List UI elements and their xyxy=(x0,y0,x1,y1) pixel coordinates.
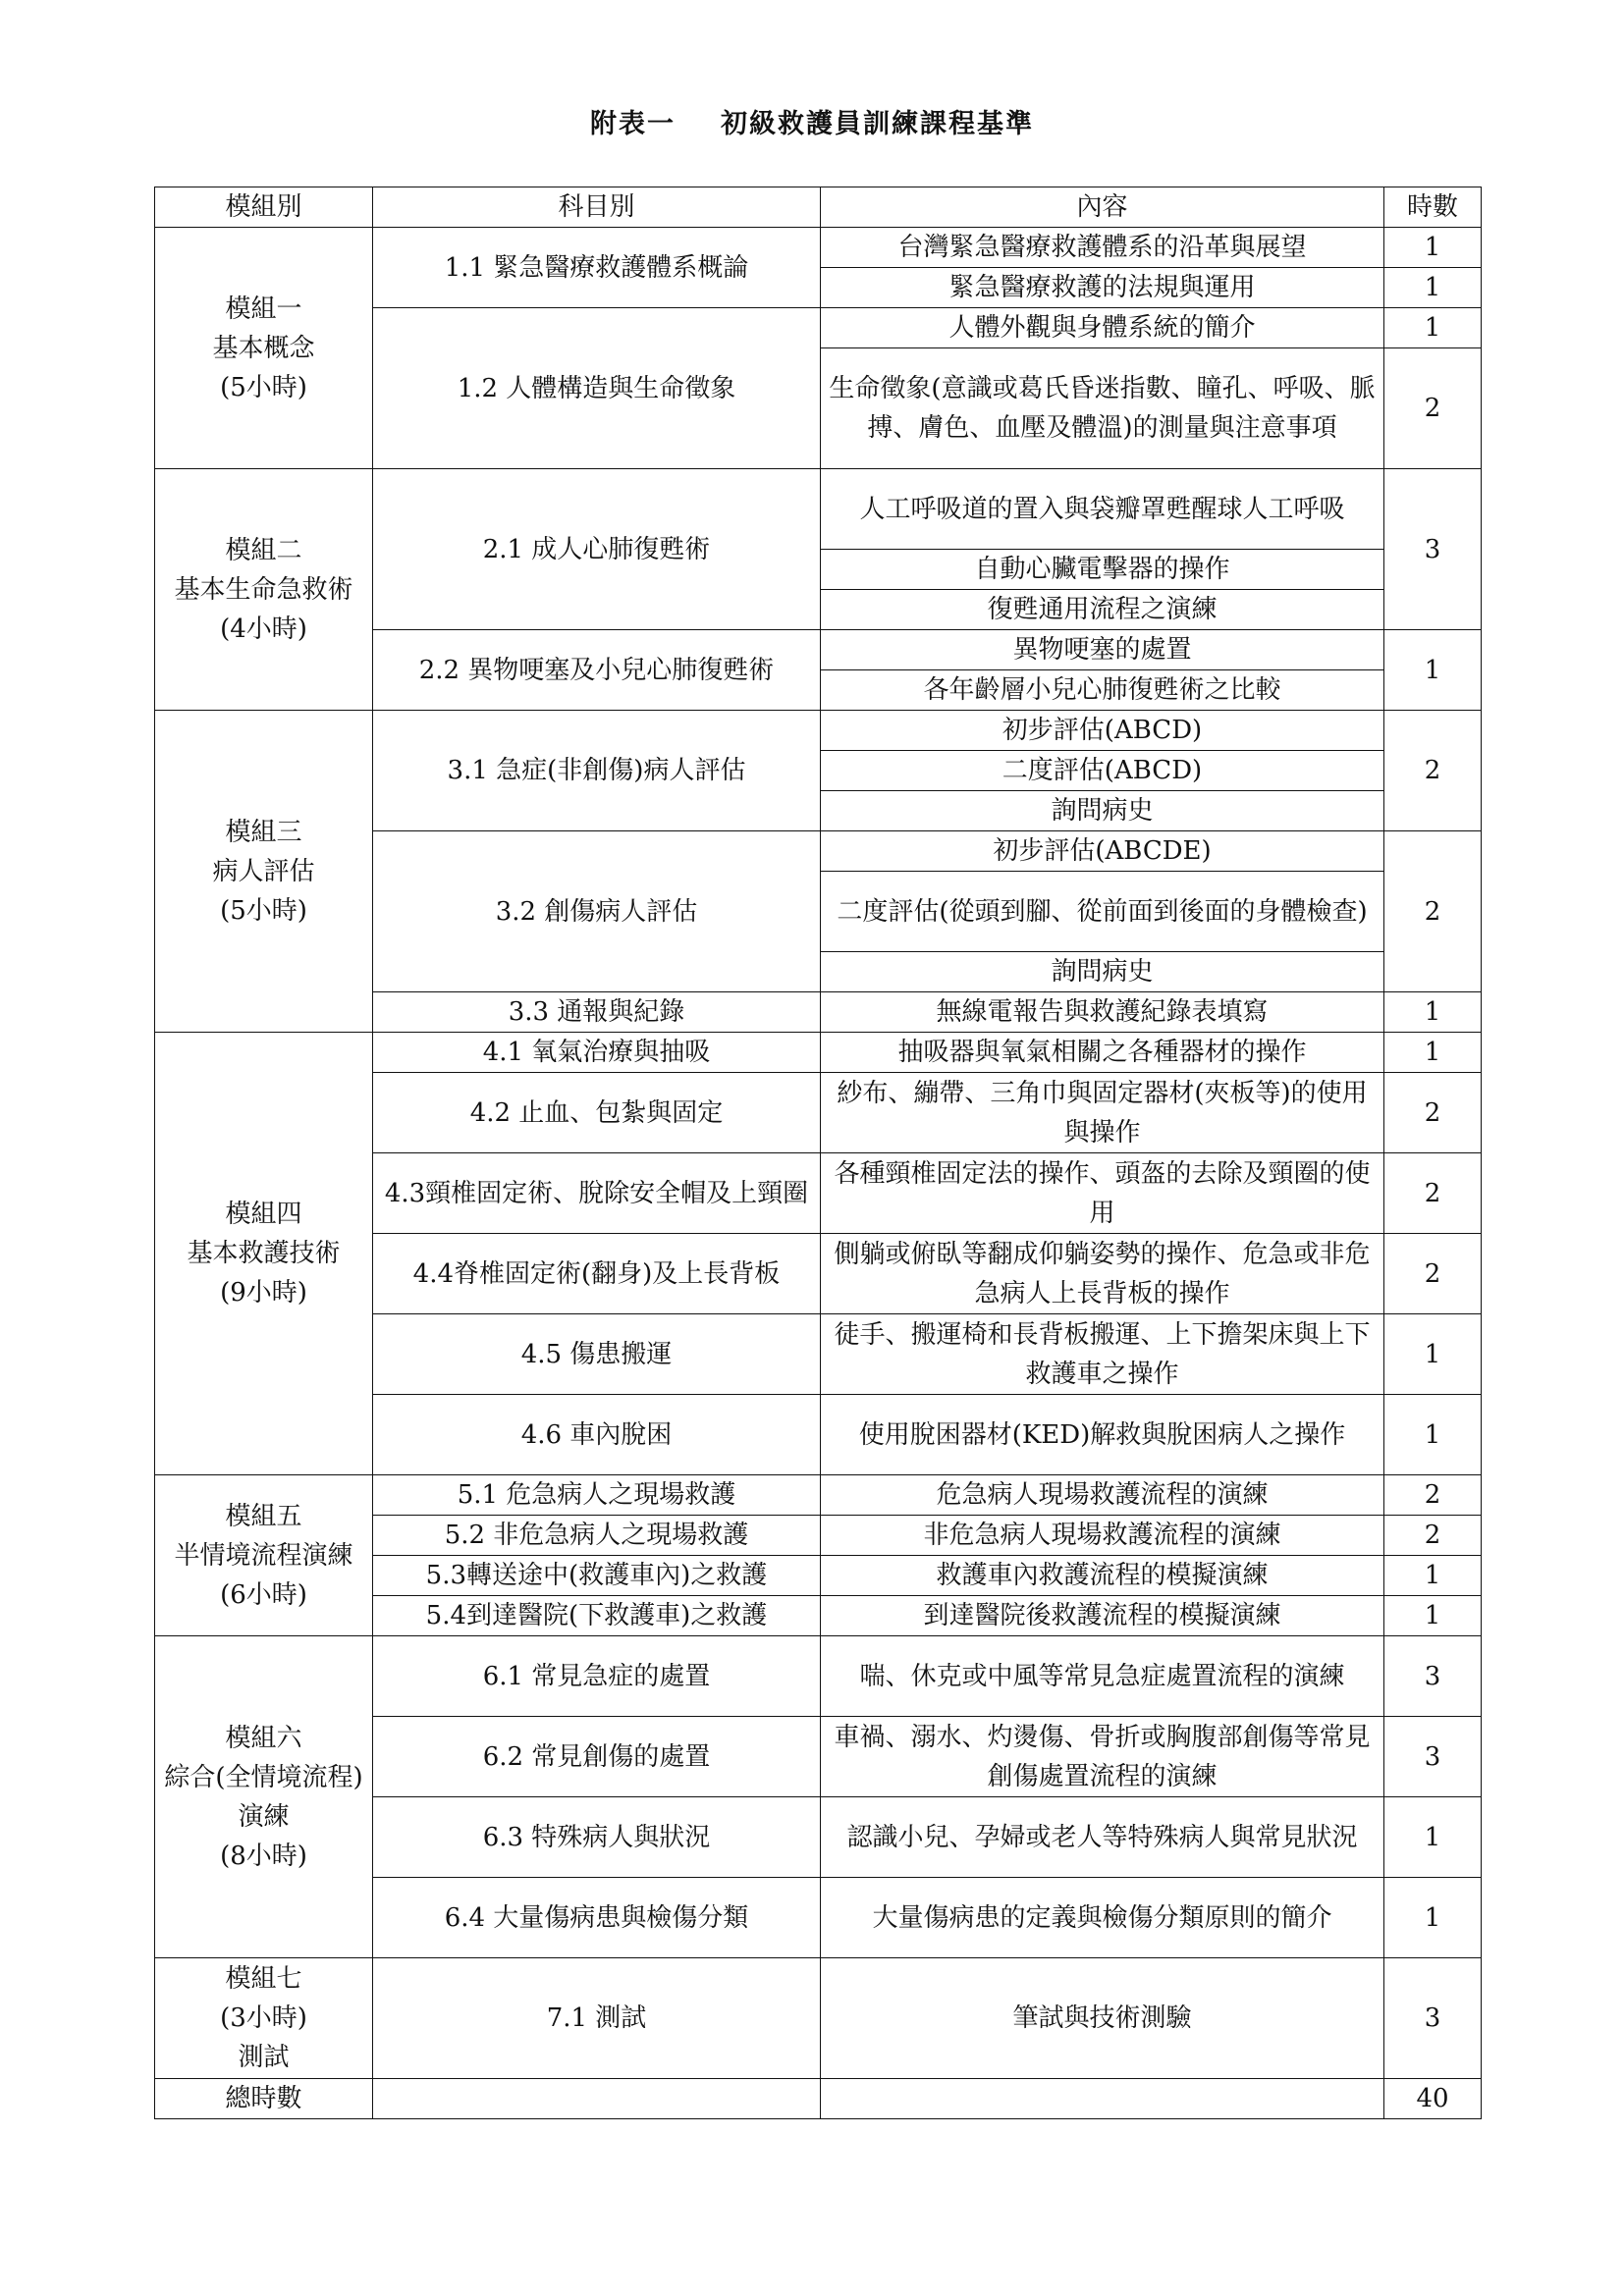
module-name: 模組二 xyxy=(225,535,302,565)
hours-cell: 2 xyxy=(1384,831,1482,992)
document-title xyxy=(0,102,1624,140)
content-cell: 車禍、溺水、灼燙傷、骨折或胸腹部創傷等常見創傷處置流程的演練 xyxy=(821,1717,1384,1797)
content-cell: 喘、休克或中風等常見急症處置流程的演練 xyxy=(821,1636,1384,1717)
hours-cell: 1 xyxy=(1384,992,1482,1033)
subject-cell: 6.4 大量傷病患與檢傷分類 xyxy=(373,1878,821,1958)
subject-cell: 4.4脊椎固定術(翻身)及上長背板 xyxy=(373,1234,821,1314)
module-cell xyxy=(155,1636,373,1958)
hours-cell: 1 xyxy=(1384,308,1482,348)
module-name: 模組五 xyxy=(225,1501,302,1531)
content-cell: 紗布、繃帶、三角巾與固定器材(夾板等)的使用與操作 xyxy=(821,1073,1384,1153)
hours-cell: 3 xyxy=(1384,1717,1482,1797)
subject-cell: 6.3 特殊病人與狀況 xyxy=(373,1797,821,1878)
hours-cell: 2 xyxy=(1384,1516,1482,1556)
content-cell: 無線電報告與救護紀錄表填寫 xyxy=(821,992,1384,1033)
hours-cell: 2 xyxy=(1384,1073,1482,1153)
module-cell xyxy=(155,469,373,711)
content-cell: 徒手、搬運椅和長背板搬運、上下擔架床與上下救護車之操作 xyxy=(821,1314,1384,1395)
content-cell: 生命徵象(意識或葛氏昏迷指數、瞳孔、呼吸、脈搏、膚色、血壓及體溫)的測量與注意事項 xyxy=(821,348,1384,469)
module-name: 模組七 xyxy=(225,1964,302,1994)
hours-cell: 2 xyxy=(1384,348,1482,469)
content-cell: 復甦通用流程之演練 xyxy=(821,590,1384,630)
content-cell: 各年齡層小兒心肺復甦術之比較 xyxy=(821,670,1384,711)
hours-cell: 1 xyxy=(1384,1797,1482,1878)
module-desc: 基本概念 xyxy=(212,333,315,363)
title-sub: 初級救護員訓練課程基準 xyxy=(721,109,1034,139)
header-content: 內容 xyxy=(821,187,1384,228)
hours-cell: 2 xyxy=(1384,1475,1482,1516)
header-hours: 時數 xyxy=(1384,187,1482,228)
table-row xyxy=(155,1636,1482,1717)
hours-cell: 2 xyxy=(1384,1153,1482,1234)
content-cell: 非危急病人現場救護流程的演練 xyxy=(821,1516,1384,1556)
module-hours: (4小時) xyxy=(220,614,307,644)
subject-cell: 6.1 常見急症的處置 xyxy=(373,1636,821,1717)
module-name: 模組六 xyxy=(225,1723,302,1753)
subject-cell: 5.3轉送途中(救護車內)之救護 xyxy=(373,1556,821,1596)
module-name: 模組三 xyxy=(225,817,302,847)
header-module: 模組別 xyxy=(155,187,373,228)
hours-cell: 1 xyxy=(1384,228,1482,268)
table-row xyxy=(155,1958,1482,2079)
subject-cell: 3.1 急症(非創傷)病人評估 xyxy=(373,711,821,831)
content-cell: 危急病人現場救護流程的演練 xyxy=(821,1475,1384,1516)
content-cell: 二度評估(從頭到腳、從前面到後面的身體檢查) xyxy=(821,872,1384,952)
module-desc: 基本生命急救術 xyxy=(174,574,353,605)
module-hours: (9小時) xyxy=(220,1278,307,1308)
table-row xyxy=(155,469,1482,550)
empty-cell xyxy=(373,2079,821,2119)
subject-cell: 7.1 測試 xyxy=(373,1958,821,2079)
hours-cell: 1 xyxy=(1384,1556,1482,1596)
hours-cell: 1 xyxy=(1384,1314,1482,1395)
content-cell: 大量傷病患的定義與檢傷分類原則的簡介 xyxy=(821,1878,1384,1958)
module-desc: 基本救護技術 xyxy=(187,1239,341,1268)
content-cell: 異物哽塞的處置 xyxy=(821,630,1384,670)
hours-cell: 1 xyxy=(1384,1395,1482,1475)
module-hours: (5小時) xyxy=(220,372,307,402)
subject-cell: 2.1 成人心肺復甦術 xyxy=(373,469,821,630)
table-row xyxy=(155,1475,1482,1516)
hours-cell: 3 xyxy=(1384,469,1482,630)
content-cell: 到達醫院後救護流程的模擬演練 xyxy=(821,1596,1384,1636)
module-cell xyxy=(155,1958,373,2079)
content-cell: 人工呼吸道的置入與袋瓣罩甦醒球人工呼吸 xyxy=(821,469,1384,550)
subject-cell: 4.2 止血、包紮與固定 xyxy=(373,1073,821,1153)
content-cell: 人體外觀與身體系統的簡介 xyxy=(821,308,1384,348)
content-cell: 側躺或俯臥等翻成仰躺姿勢的操作、危急或非危急病人上長背板的操作 xyxy=(821,1234,1384,1314)
subject-cell: 1.2 人體構造與生命徵象 xyxy=(373,308,821,469)
total-value: 40 xyxy=(1384,2079,1482,2119)
module-desc: 綜合(全情境流程)演練 xyxy=(164,1762,363,1832)
content-cell: 初步評估(ABCDE) xyxy=(821,831,1384,872)
subject-cell: 1.1 緊急醫療救護體系概論 xyxy=(373,228,821,308)
subject-cell: 4.6 車內脫困 xyxy=(373,1395,821,1475)
content-cell: 自動心臟電擊器的操作 xyxy=(821,550,1384,590)
content-cell: 救護車內救護流程的模擬演練 xyxy=(821,1556,1384,1596)
module-cell xyxy=(155,711,373,1033)
title-main: 附表一 xyxy=(590,109,676,139)
module-desc: 測試 xyxy=(238,2043,290,2072)
content-cell: 使用脫困器材(KED)解救與脫困病人之操作 xyxy=(821,1395,1384,1475)
hours-cell: 1 xyxy=(1384,1033,1482,1073)
content-cell: 台灣緊急醫療救護體系的沿革與展望 xyxy=(821,228,1384,268)
module-cell xyxy=(155,228,373,469)
subject-cell: 3.2 創傷病人評估 xyxy=(373,831,821,992)
hours-cell: 1 xyxy=(1384,1878,1482,1958)
content-cell: 抽吸器與氧氣相關之各種器材的操作 xyxy=(821,1033,1384,1073)
hours-cell: 1 xyxy=(1384,630,1482,711)
subject-cell: 6.2 常見創傷的處置 xyxy=(373,1717,821,1797)
hours-cell: 3 xyxy=(1384,1636,1482,1717)
module-name: 模組四 xyxy=(225,1200,302,1229)
hours-cell: 2 xyxy=(1384,711,1482,831)
module-hours: (5小時) xyxy=(220,895,307,926)
module-hours: (8小時) xyxy=(220,1841,307,1871)
content-cell: 詢問病史 xyxy=(821,791,1384,831)
hours-cell: 1 xyxy=(1384,268,1482,308)
total-label: 總時數 xyxy=(155,2079,373,2119)
header-row xyxy=(155,187,1482,228)
subject-cell: 5.1 危急病人之現場救護 xyxy=(373,1475,821,1516)
course-standard-table xyxy=(154,187,1482,2119)
hours-cell: 2 xyxy=(1384,1234,1482,1314)
hours-cell: 3 xyxy=(1384,1958,1482,2079)
content-cell: 筆試與技術測驗 xyxy=(821,1958,1384,2079)
content-cell: 初步評估(ABCD) xyxy=(821,711,1384,751)
module-cell xyxy=(155,1475,373,1636)
table-row xyxy=(155,711,1482,751)
content-cell: 二度評估(ABCD) xyxy=(821,751,1384,791)
module-name: 模組一 xyxy=(225,294,302,324)
content-cell: 詢問病史 xyxy=(821,952,1384,992)
content-cell: 緊急醫療救護的法規與運用 xyxy=(821,268,1384,308)
content-cell: 各種頸椎固定法的操作、頭盔的去除及頸圈的使用 xyxy=(821,1153,1384,1234)
subject-cell: 3.3 通報與紀錄 xyxy=(373,992,821,1033)
table-row xyxy=(155,228,1482,268)
module-desc: 病人評估 xyxy=(212,856,315,886)
table-row xyxy=(155,1033,1482,1073)
total-row xyxy=(155,2079,1482,2119)
module-hours: (3小時) xyxy=(220,2003,307,2033)
subject-cell: 4.1 氧氣治療與抽吸 xyxy=(373,1033,821,1073)
module-cell xyxy=(155,1033,373,1475)
subject-cell: 4.3頸椎固定術、脫除安全帽及上頸圈 xyxy=(373,1153,821,1234)
subject-cell: 2.2 異物哽塞及小兒心肺復甦術 xyxy=(373,630,821,711)
content-cell: 認識小兒、孕婦或老人等特殊病人與常見狀況 xyxy=(821,1797,1384,1878)
module-hours: (6小時) xyxy=(220,1579,307,1610)
empty-cell xyxy=(821,2079,1384,2119)
subject-cell: 5.2 非危急病人之現場救護 xyxy=(373,1516,821,1556)
subject-cell: 4.5 傷患搬運 xyxy=(373,1314,821,1395)
header-subject: 科目別 xyxy=(373,187,821,228)
hours-cell: 1 xyxy=(1384,1596,1482,1636)
subject-cell: 5.4到達醫院(下救護車)之救護 xyxy=(373,1596,821,1636)
module-desc: 半情境流程演練 xyxy=(174,1540,353,1571)
